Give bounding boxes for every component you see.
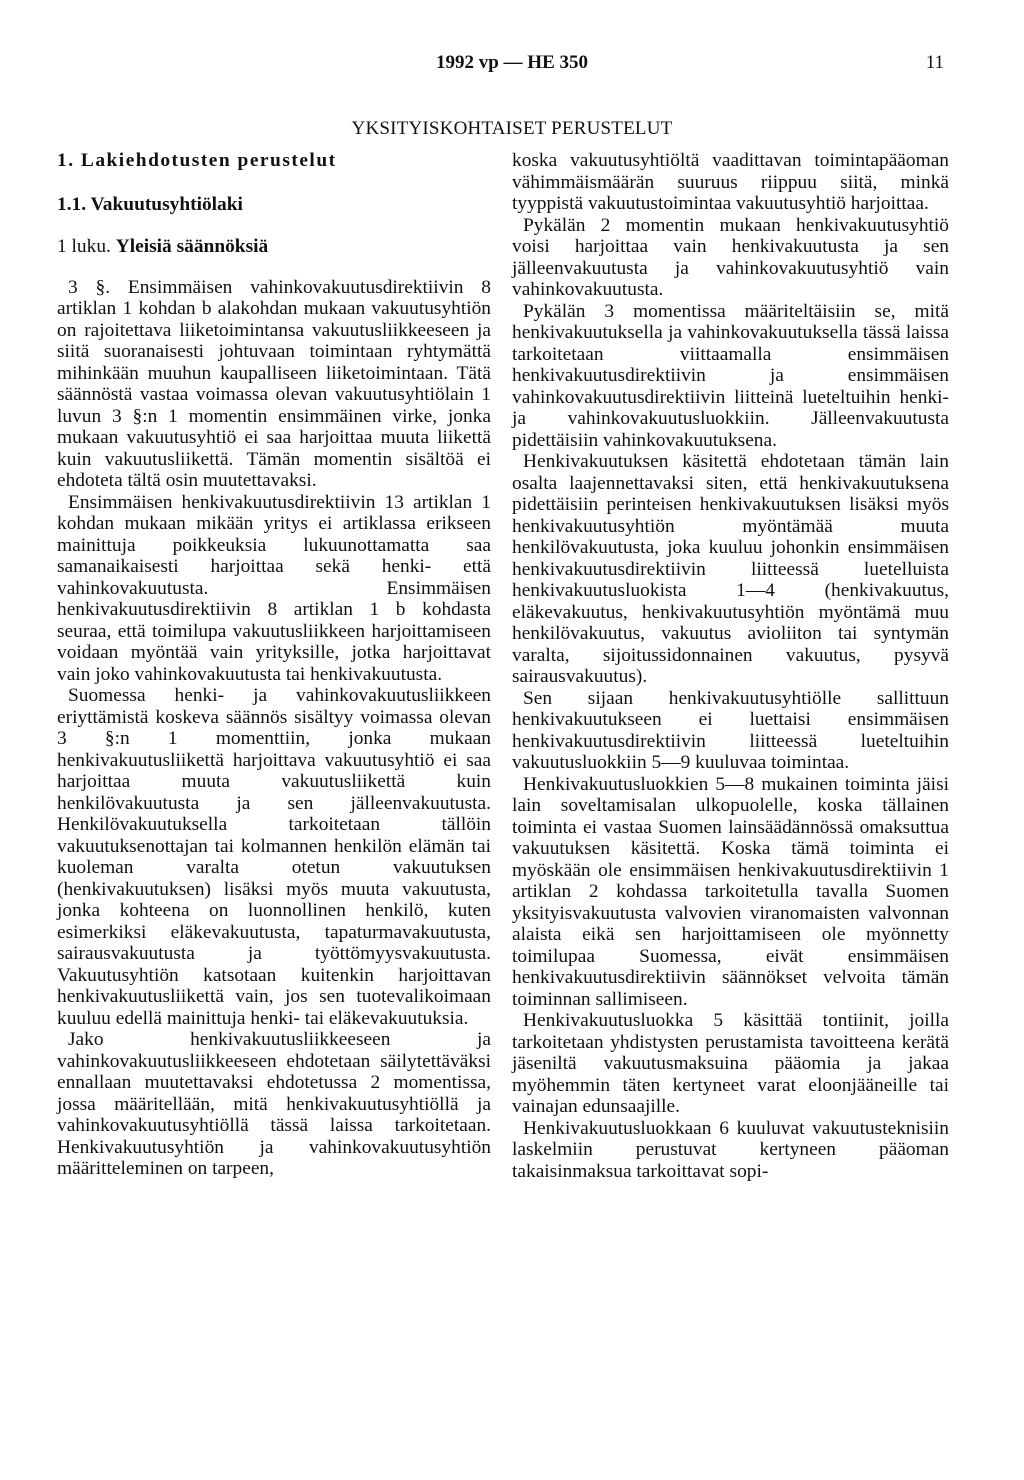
paragraph: Ensimmäisen henkivakuutusdirektiivin 13 artiklan 1 kohdan mukaan mikään yritys ei artiklassa erikseen mainittuja poikkeuksia lukuunottamatta saa samanaikaisesti harjoittaa sekä henki- että vahinkovakuutusta. Ensimmäisen henkivakuutusdirektiivin 8 artiklan 1 b kohdasta seuraa, että toimilupa vakuutusliikkeen harjoittamiseen voidaan myöntää vain yrityksille, jotka harjoittavat vain joko vahinkovakuutusta tai henkivakuutusta. [57, 491, 491, 685]
paragraph: Pykälän 3 momentissa määriteltäisiin se, mitä henkivakuutuksella ja vahinkovakuutuksella tässä laissa tarkoitetaan viittaamalla ensimmäisen henkivakuutusdirektiivin ja ensimmäisen vahinkovakuutusdirektiivin liitteinä lueteltuihin henki- ja vahinkovakuutusluokkiin. Jälleenvakuutusta pidettäisiin vahinkovakuutuksena. [512, 300, 949, 451]
page-number: 11 [925, 52, 944, 73]
chapter-title-line [57, 236, 491, 258]
section-title: YKSITYISKOHTAISET PERUSTELUT [351, 118, 673, 139]
subsection-heading: 1.1. Vakuutusyhtiölaki [57, 193, 243, 215]
paragraph: Jako henkivakuutusliikkeeseen ja vahinkovakuutusliikkeeseen ehdotetaan säilytettäväksi ennallaan muutettavaksi ehdotetussa 2 momentissa, jossa määritellään, mitä henkivakuutusyhtiöllä ja vahinkovakuutusyhtiöllä tässä laissa tarkoitetaan. Henkivakuutusyhtiön ja vahinkovakuutusyhtiön määritteleminen on tarpeen, [57, 1029, 491, 1179]
chapter-heading: 1. Lakiehdotusten perustelut [57, 150, 337, 171]
paragraph: 3 §. Ensimmäisen vahinkovakuutusdirektiivin 8 artiklan 1 kohdan b alakohdan mukaan vakuutusyhtiön on rajoitettava liiketoimintansa vakuutusliikkeeseen ja siitä suoranaisesti johtuvaan toimintaan ryhtymättä mihinkään muuhun kaupalliseen liiketoimintaan. Tätä säännöstä vastaa voimassa olevan vakuutusyhtiölain 1 luvun 3 §:n 1 momentin ensimmäinen virke, jonka mukaan vakuutusyhtiö ei saa harjoittaa muuta liikettä kuin vakuutusliikettä. Tämän momentin sisältöä ei ehdoteta tältä osin muutettavaksi. [57, 276, 491, 491]
paragraph: Henkivakuutusluokka 5 käsittää tontiinit, joilla tarkoitetaan yhdistysten perustamista tavoitteena kerätä jäseniltä vakuutusmaksuina pääomia ja jakaa myöhemmin täten kertyneet varat eloonjääneille tai vainajan edunsaajille. [512, 1010, 949, 1117]
right-column [512, 150, 949, 1182]
page-header [0, 52, 1024, 82]
paragraph: koska vakuutusyhtiöltä vaadittavan toimintapääoman vähimmäismäärän suuruus riippuu siitä, minkä tyyppistä vakuutustoimintaa vakuutusyhtiö harjoittaa. [512, 150, 949, 214]
chapter-number: 1 luku. [57, 236, 111, 257]
chapter-title: Yleisiä säännöksiä [115, 236, 269, 257]
paragraph: Sen sijaan henkivakuutusyhtiölle sallittuun henkivakuutukseen ei luettaisi ensimmäisen henkivakuutusdirektiivin liitteessä lueteltuihin vakuutusluokkiin 5—9 kuuluvaa toimintaa. [512, 687, 949, 773]
paragraph: Pykälän 2 momentin mukaan henkivakuutusyhtiö voisi harjoittaa vain henkivakuutusta ja sen jälleenvakuutusta ja vahinkovakuutusyhtiö vain vahinkovakuutusta. [512, 214, 949, 300]
left-column [57, 150, 491, 1180]
paragraph: Henkivakuutusluokkaan 6 kuuluvat vakuutusteknisiin laskelmiin perustuvat kertyneen pääoman takaisinmaksua tarkoittavat sopi- [512, 1117, 949, 1182]
paragraph: Suomessa henki- ja vahinkovakuutusliikkeen eriyttämistä koskeva säännös sisältyy voimassa olevan 3 §:n 1 momenttiin, jonka mukaan henkivakuutusliikettä harjoittava vakuutusyhtiö ei saa harjoittaa muuta vakuutusliikettä kuin henkilövakuutusta ja sen jälleenvakuutusta. Henkilövakuutuksella tarkoitetaan tällöin vakuutuksenottajan tai kolmannen henkilön elämän tai kuoleman varalta otetun vakuutuksen (henkivakuutuksen) lisäksi myös muuta vakuutusta, jonka kohteena on luonnollinen henkilö, kuten esimerkiksi eläkevakuutusta, tapaturmavakuutusta, sairausvakuutusta ja työttömyysvakuutusta. Vakuutusyhtiön katsotaan kuitenkin harjoittavan henkivakuutusliikettä vain, jos sen tuotevalikoimaan kuuluu edellä mainittuja henki- tai eläkevakuutuksia. [57, 685, 491, 1029]
paragraph: Henkivakuutusluokkien 5—8 mukainen toiminta jäisi lain soveltamisalan ulkopuolelle, koska tällainen toiminta ei vastaa Suomen lainsäädännössä omaksuttua vakuutuksen käsitettä. Koska tämä toiminta ei myöskään ole ensimmäisen henkivakuutusdirektiivin 1 artiklan 2 kohdassa tarkoitetulla tavalla Suomen yksityisvakuutusta valvovien viranomaisten valvonnan alaista eikä sen harjoittamiseen ole myönnetty toimilupaa Suomessa, eivät ensimmäisen henkivakuutusdirektiivin säännökset velvoita tämän toiminnan sallimiseen. [512, 773, 949, 1010]
paragraph: Henkivakuutuksen käsitettä ehdotetaan tämän lain osalta laajennettavaksi siten, että henkivakuutuksena pidettäisiin perinteisen henkivakuutuksen lisäksi myös henkivakuutusyhtiön myöntämää muuta henkilövakuutusta, joka kuuluu johonkin ensimmäisen henkivakuutusdirektiivin liitteessä luetelluista henkivakuutusluokista 1—4 (henkivakuutus, eläkevakuutus, henkivakuutusyhtiön myöntämä muu henkilövakuutus, vakuutus avioliiton tai syntymän varalta, sijoitussidonnainen vakuutus, pysyvä sairausvakuutus). [512, 451, 949, 687]
running-head: 1992 vp — HE 350 [435, 52, 589, 73]
